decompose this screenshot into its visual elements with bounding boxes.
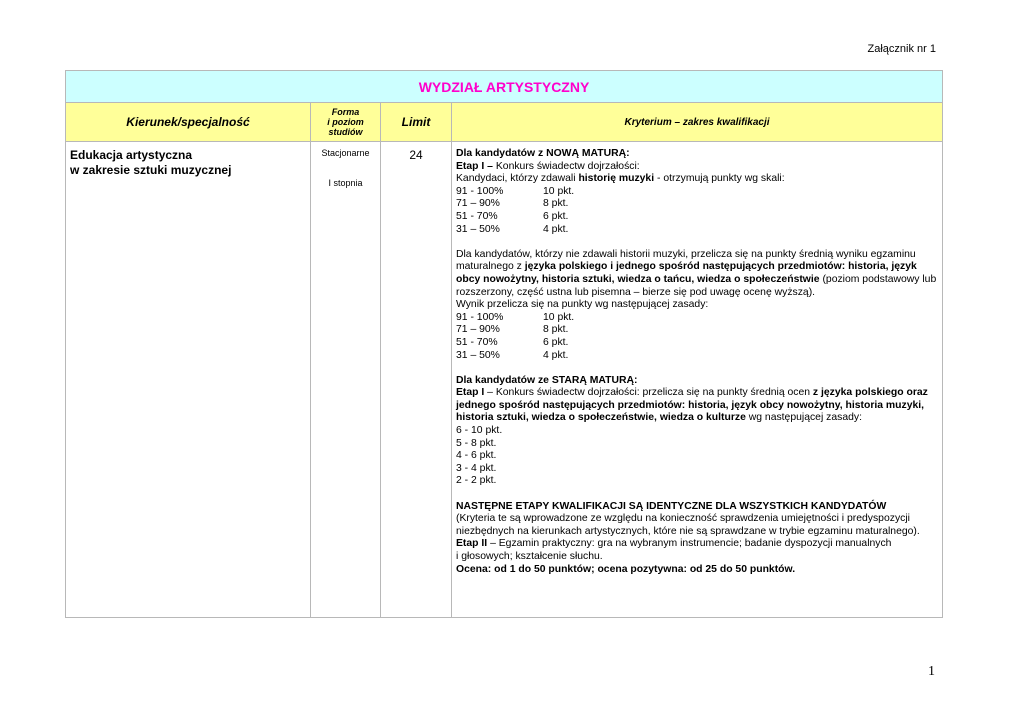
scale-points: 8 pkt.: [543, 198, 569, 210]
kierunek-line1: Edukacja artystyczna: [70, 148, 193, 162]
page-number: 1: [928, 664, 935, 679]
cell-limit: 24: [381, 142, 452, 618]
etap1-label: Etap I –: [456, 160, 493, 172]
scale-range: 91 - 100%: [456, 311, 504, 323]
history-text-b: historię muzyki: [578, 173, 655, 185]
etap1-line: [456, 161, 938, 174]
scale-range: 91 - 100%: [456, 185, 504, 197]
header-row: [66, 103, 943, 142]
list-item: 4 - 6 pkt.: [456, 450, 497, 462]
list-item: [456, 324, 938, 337]
scale-range: 51 - 70%: [456, 336, 498, 348]
cell-kierunek: [66, 142, 311, 618]
list-item: [456, 186, 938, 199]
list-item: 5 - 8 pkt.: [456, 437, 497, 449]
kierunek-line2: w zakresie sztuki muzycznej: [70, 163, 232, 177]
list-item: 6 - 10 pkt.: [456, 425, 503, 437]
scale-range: 31 – 50%: [456, 349, 500, 361]
etap2-line1: [456, 538, 938, 551]
scale-range: 71 – 90%: [456, 324, 500, 336]
ocena-line: Ocena: od 1 do 50 punktów; ocena pozytywna: od 25 do 50 punktów.: [456, 563, 796, 575]
old-text-a: – Konkurs świadectw dojrzałości: przelicza się na punkty średnią ocen: [484, 387, 813, 399]
header-forma: [311, 103, 381, 142]
etap2-line2: i głosowych; kształcenie słuchu.: [456, 551, 603, 562]
list-item: [456, 312, 938, 325]
old-etap-label: Etap I: [456, 387, 485, 399]
scale-range: 71 – 90%: [456, 198, 500, 210]
list-item: 2 - 2 pkt.: [456, 475, 497, 487]
alt-text-b: języka polskiego i jednego spośród następujących przedmiotów: historia, język obcy nowożytny, historia sztuki, wiedza o tańcu, wiedza o społeczeństwie: [456, 261, 917, 285]
list-item: [456, 211, 938, 224]
scale-range: 51 - 70%: [456, 210, 498, 222]
header-limit: Limit: [381, 103, 452, 142]
etap1-text: Konkurs świadectw dojrzałości:: [492, 160, 640, 172]
faculty-table: [65, 70, 943, 618]
old-text-c: wg następującej zasady:: [745, 412, 862, 424]
old-matura-heading: Dla kandydatów ze STARĄ MATURĄ:: [456, 374, 638, 386]
history-line: [456, 173, 938, 186]
scale-points: 10 pkt.: [543, 311, 575, 323]
next-stages-heading: NASTĘPNE ETAPY KWALIFIKACJI SĄ IDENTYCZNE DLA WSZYSTKICH KANDYDATÓW: [456, 500, 887, 512]
alt-text-a: Dla kandydatów, którzy nie zdawali historii muzyki, przelicza się na punkty średnią wyniku egzaminu maturalnego z: [456, 248, 916, 273]
header-kryterium: Kryterium – zakres kwalifikacji: [452, 103, 943, 142]
list-item: [456, 350, 938, 363]
header-kierunek: Kierunek/specjalność: [66, 103, 311, 142]
next-stages-text: (Kryteria te są wprowadzone ze względu na konieczność sprawdzenia umiejętności i predyspozycji niezbędnych na kierunkach artystycznych, które nie są sprawdzane w trybie egzaminu maturalnego).: [456, 513, 920, 537]
history-text-c: - otrzymują punkty wg skali:: [654, 173, 785, 185]
scale-points: 6 pkt.: [543, 210, 569, 222]
scale-points: 4 pkt.: [543, 349, 569, 361]
wynik-line: Wynik przelicza się na punkty wg następującej zasady:: [456, 299, 709, 311]
faculty-title: WYDZIAŁ ARTYSTYCZNY: [66, 71, 943, 103]
header-forma-line2: i poziom: [327, 117, 364, 127]
list-item: [456, 224, 938, 237]
old-matura-paragraph: [456, 387, 938, 425]
header-forma-line3: studiów: [328, 127, 363, 137]
list-item: [456, 198, 938, 211]
scale-points: 4 pkt.: [543, 223, 569, 235]
alternative-paragraph: [456, 249, 938, 299]
list-item: [456, 337, 938, 350]
score-scale-1: [456, 186, 938, 236]
forma-level: I stopnia: [328, 178, 363, 188]
etap2-text-1: – Egzamin praktyczny: gra na wybranym instrumencie; badanie dyspozycji manualnych: [487, 538, 892, 550]
old-text-b: z języka polskiego oraz jednego spośród następujących przedmiotów: historia, język obcy nowożytny, historia muzyki, historia sztuki, wiedza o społeczeństwie, wiedza o kulturze: [456, 387, 928, 424]
score-scale-3: [456, 425, 938, 488]
etap2-label: Etap II: [456, 538, 488, 550]
cell-kryterium: [452, 142, 943, 618]
alt-text-c: (poziom podstawowy lub rozszerzony, część ustna lub pisemna – bierze się pod uwagę ocenę wyższą).: [456, 273, 937, 298]
new-matura-heading: Dla kandydatów z NOWĄ MATURĄ:: [456, 148, 630, 159]
scale-points: 6 pkt.: [543, 336, 569, 348]
forma-mode: Stacjonarne: [321, 148, 370, 158]
table-row: [66, 142, 943, 618]
attachment-label: Załącznik nr 1: [867, 43, 936, 55]
scale-range: 31 – 50%: [456, 223, 500, 235]
scale-points: 8 pkt.: [543, 324, 569, 336]
list-item: 3 - 4 pkt.: [456, 462, 497, 474]
score-scale-2: [456, 312, 938, 362]
history-text-a: Kandydaci, którzy zdawali: [456, 173, 579, 185]
cell-forma: [311, 142, 381, 618]
header-forma-line1: Forma: [331, 107, 360, 117]
scale-points: 10 pkt.: [543, 185, 575, 197]
